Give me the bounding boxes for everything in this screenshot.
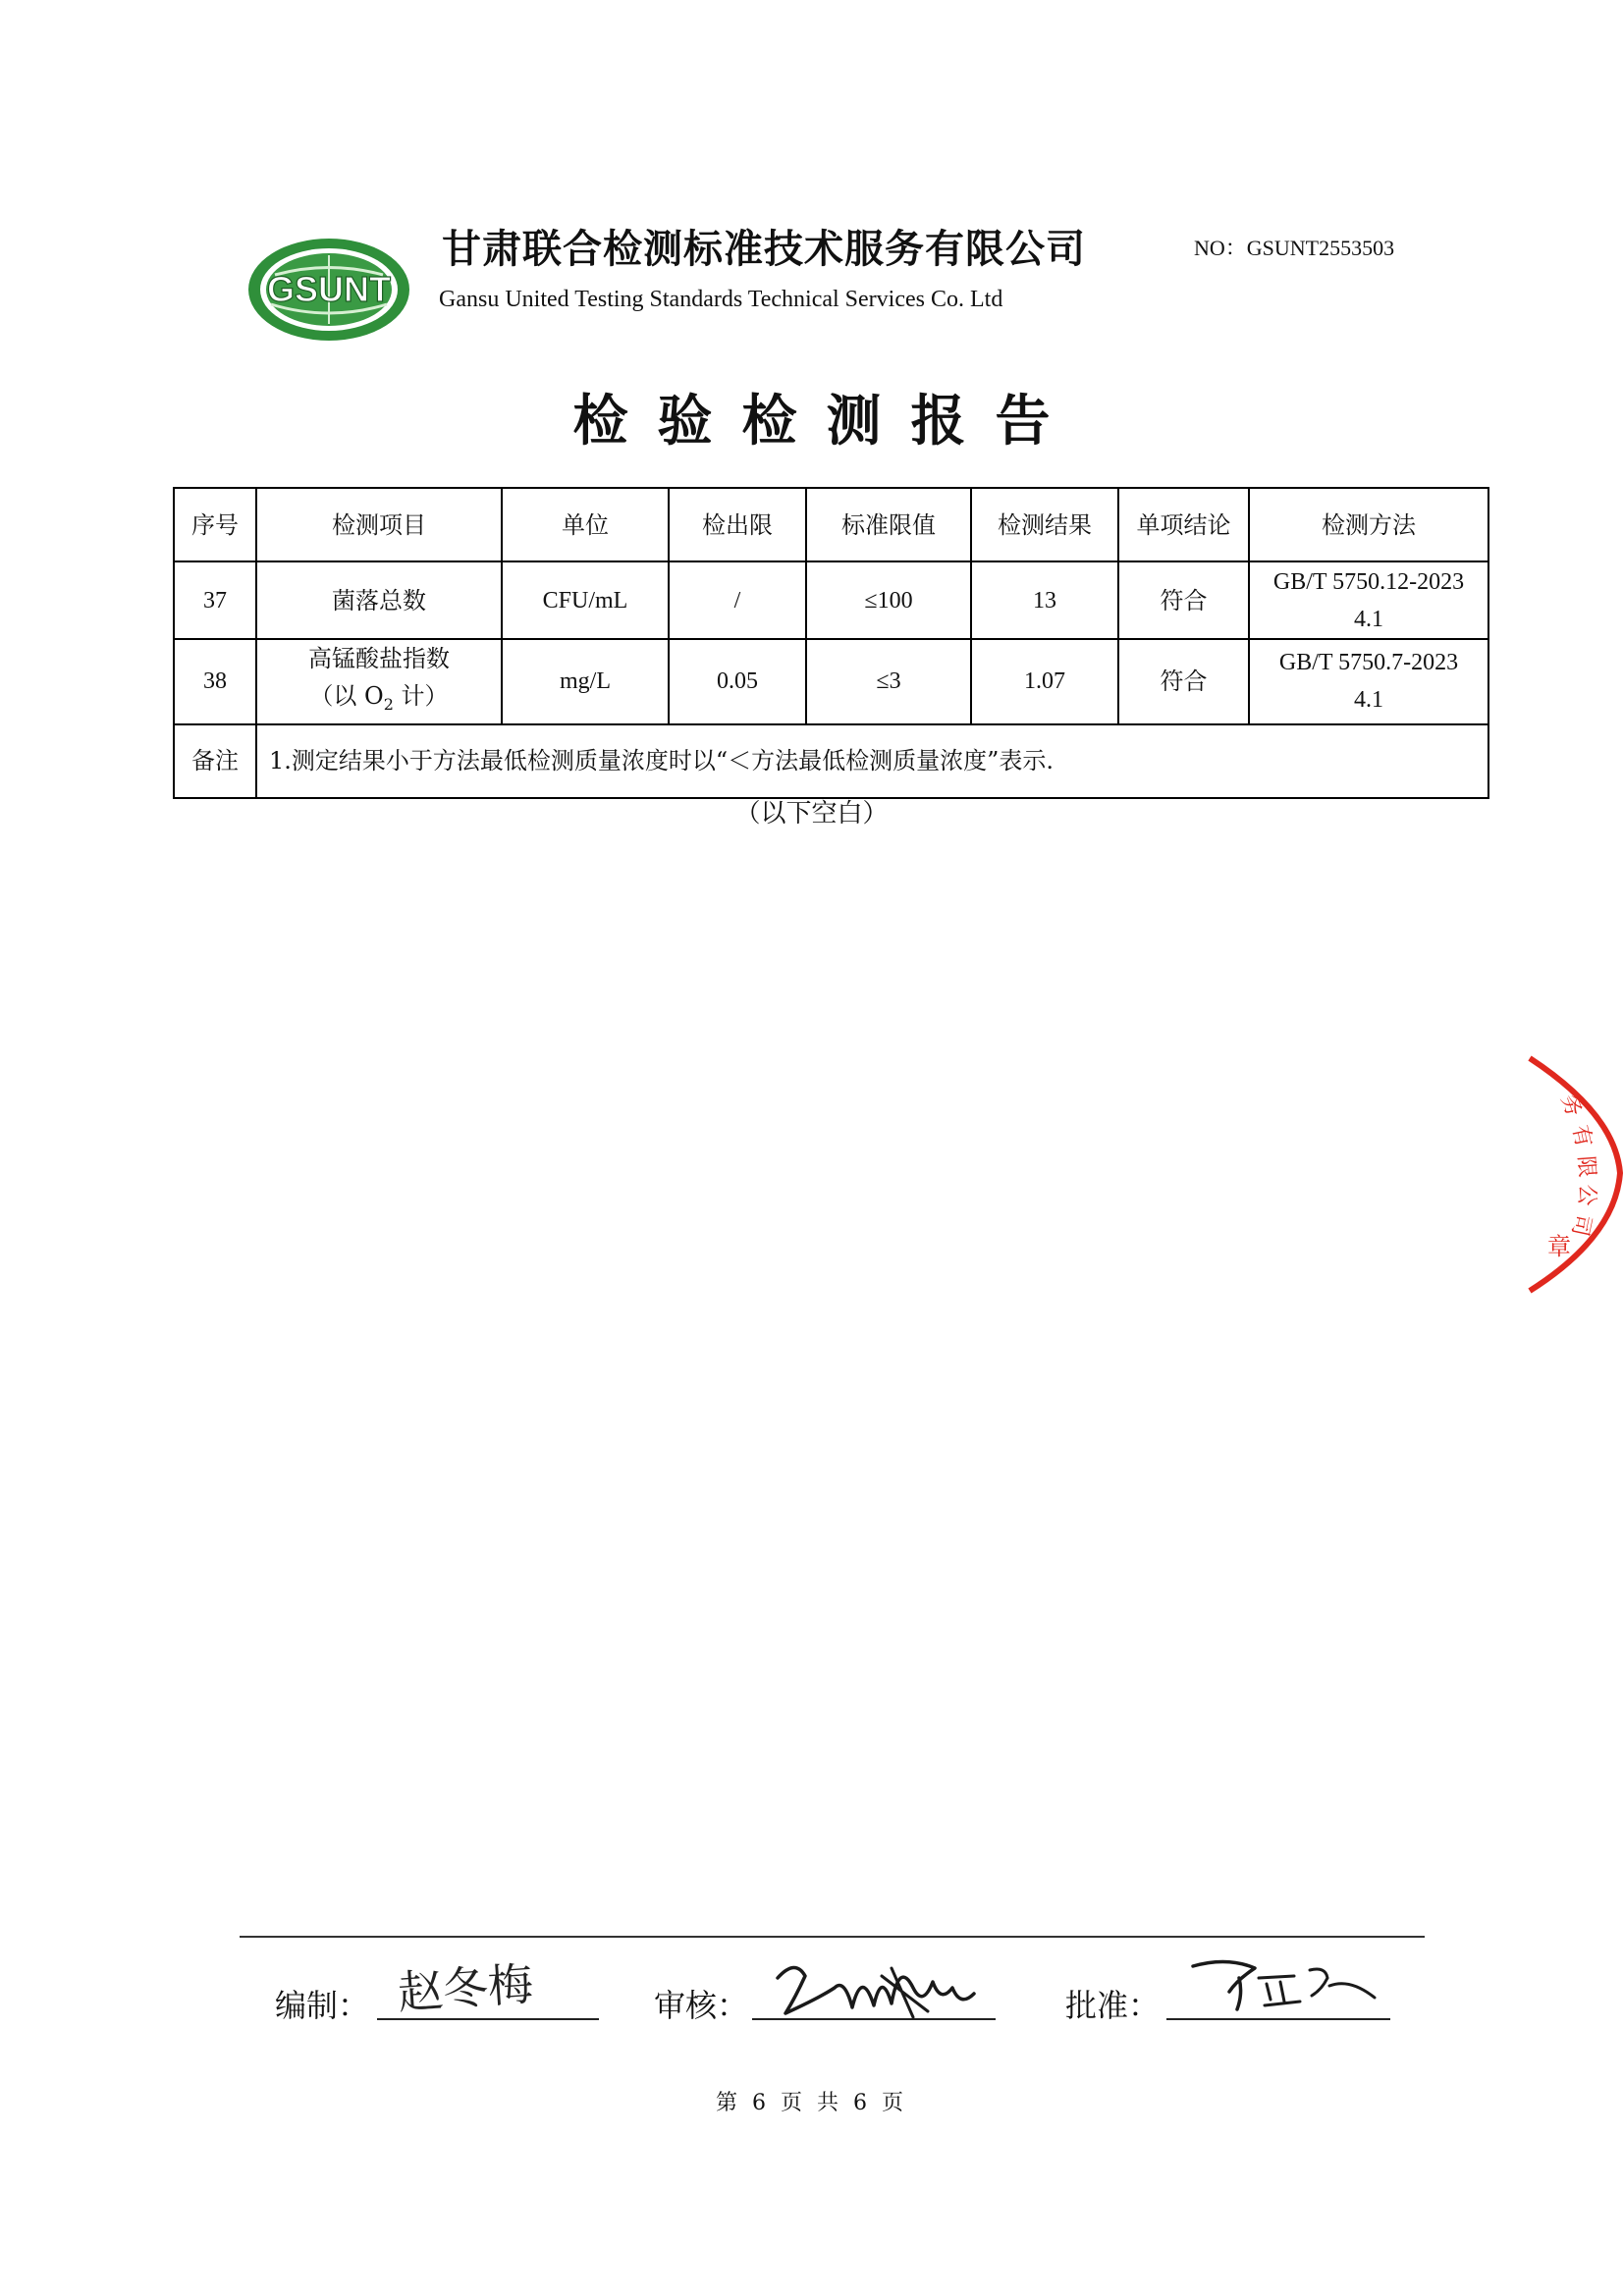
company-name-en: Gansu United Testing Standards Technical Services Co. Ltd bbox=[439, 287, 1003, 312]
company-seal bbox=[1512, 1041, 1623, 1301]
reviewer-signature bbox=[766, 1949, 992, 2027]
table-row bbox=[174, 561, 1488, 639]
header-result: 检测结果 bbox=[971, 488, 1118, 561]
item-basis: （以 $O_2$ 计） bbox=[309, 682, 449, 714]
report-number: NO：GSUNT2553503 bbox=[1194, 236, 1395, 260]
approver-signature bbox=[1178, 1949, 1389, 2012]
approver-signature-line bbox=[1166, 2018, 1390, 2020]
item-name: 高锰酸盐指数 bbox=[308, 645, 450, 672]
note-label: 备注 bbox=[174, 724, 256, 798]
method-standard: GB/T 5750.12-2023 bbox=[1272, 568, 1465, 595]
svg-text:务: 务 bbox=[1555, 1091, 1587, 1120]
cell-method bbox=[1249, 639, 1488, 724]
header-conclusion: 单项结论 bbox=[1118, 488, 1249, 561]
header-no: 序号 bbox=[174, 488, 256, 561]
cell-detection-limit: 0.05 bbox=[669, 639, 806, 724]
reviewer-label: 审核： bbox=[654, 1987, 749, 2024]
table-row bbox=[174, 639, 1488, 724]
header-unit: 单位 bbox=[502, 488, 669, 561]
cell-standard-limit: ≤3 bbox=[806, 639, 971, 724]
cell-method bbox=[1249, 561, 1488, 639]
cell-no: 38 bbox=[174, 639, 256, 724]
table-header-row bbox=[174, 488, 1488, 561]
header-detection-limit: 检出限 bbox=[669, 488, 806, 561]
results-table bbox=[173, 487, 1489, 799]
company-name-cn: 甘肃联合检测标准技术服务有限公司 bbox=[442, 226, 1086, 272]
cell-detection-limit: / bbox=[669, 561, 806, 639]
cell-unit: CFU/mL bbox=[502, 561, 669, 639]
svg-text:司: 司 bbox=[1566, 1211, 1596, 1239]
cell-conclusion: 符合 bbox=[1118, 561, 1249, 639]
header-standard-limit: 标准限值 bbox=[806, 488, 971, 561]
cell-conclusion: 符合 bbox=[1118, 639, 1249, 724]
svg-text:限: 限 bbox=[1573, 1154, 1599, 1179]
svg-text:赵冬梅: 赵冬梅 bbox=[396, 1956, 535, 2020]
svg-text:有: 有 bbox=[1567, 1123, 1596, 1149]
cell-result: 13 bbox=[971, 561, 1118, 639]
note-text: 1.测定结果小于方法最低检测质量浓度时以“＜方法最低检测质量浓度”表示. bbox=[256, 724, 1488, 798]
header-item: 检测项目 bbox=[256, 488, 502, 561]
signature-divider bbox=[240, 1936, 1425, 1938]
cell-item: 菌落总数 bbox=[256, 561, 502, 639]
cell-standard-limit: ≤100 bbox=[806, 561, 971, 639]
table-note-row bbox=[174, 724, 1488, 798]
editor-signature bbox=[388, 1949, 584, 2022]
header-method: 检测方法 bbox=[1249, 488, 1488, 561]
cell-item bbox=[256, 639, 502, 724]
editor-label: 编制： bbox=[275, 1987, 370, 2024]
method-standard: GB/T 5750.7-2023 bbox=[1278, 650, 1459, 676]
svg-text:公: 公 bbox=[1573, 1183, 1599, 1207]
report-title: 检验检测报告 bbox=[572, 389, 1080, 454]
page-number: 第 6 页 共 6 页 bbox=[716, 2091, 907, 2115]
cell-unit: mg/L bbox=[502, 639, 669, 724]
cell-result: 1.07 bbox=[971, 639, 1118, 724]
svg-text:GSUNT: GSUNT bbox=[267, 269, 391, 309]
approver-label: 批准： bbox=[1065, 1987, 1161, 2024]
method-clause: 4.1 bbox=[1354, 687, 1383, 714]
cell-no: 37 bbox=[174, 561, 256, 639]
blank-below-note: （以下空白） bbox=[734, 799, 889, 828]
method-clause: 4.1 bbox=[1354, 606, 1383, 632]
company-logo bbox=[245, 236, 412, 344]
svg-text:章: 章 bbox=[1547, 1233, 1571, 1260]
